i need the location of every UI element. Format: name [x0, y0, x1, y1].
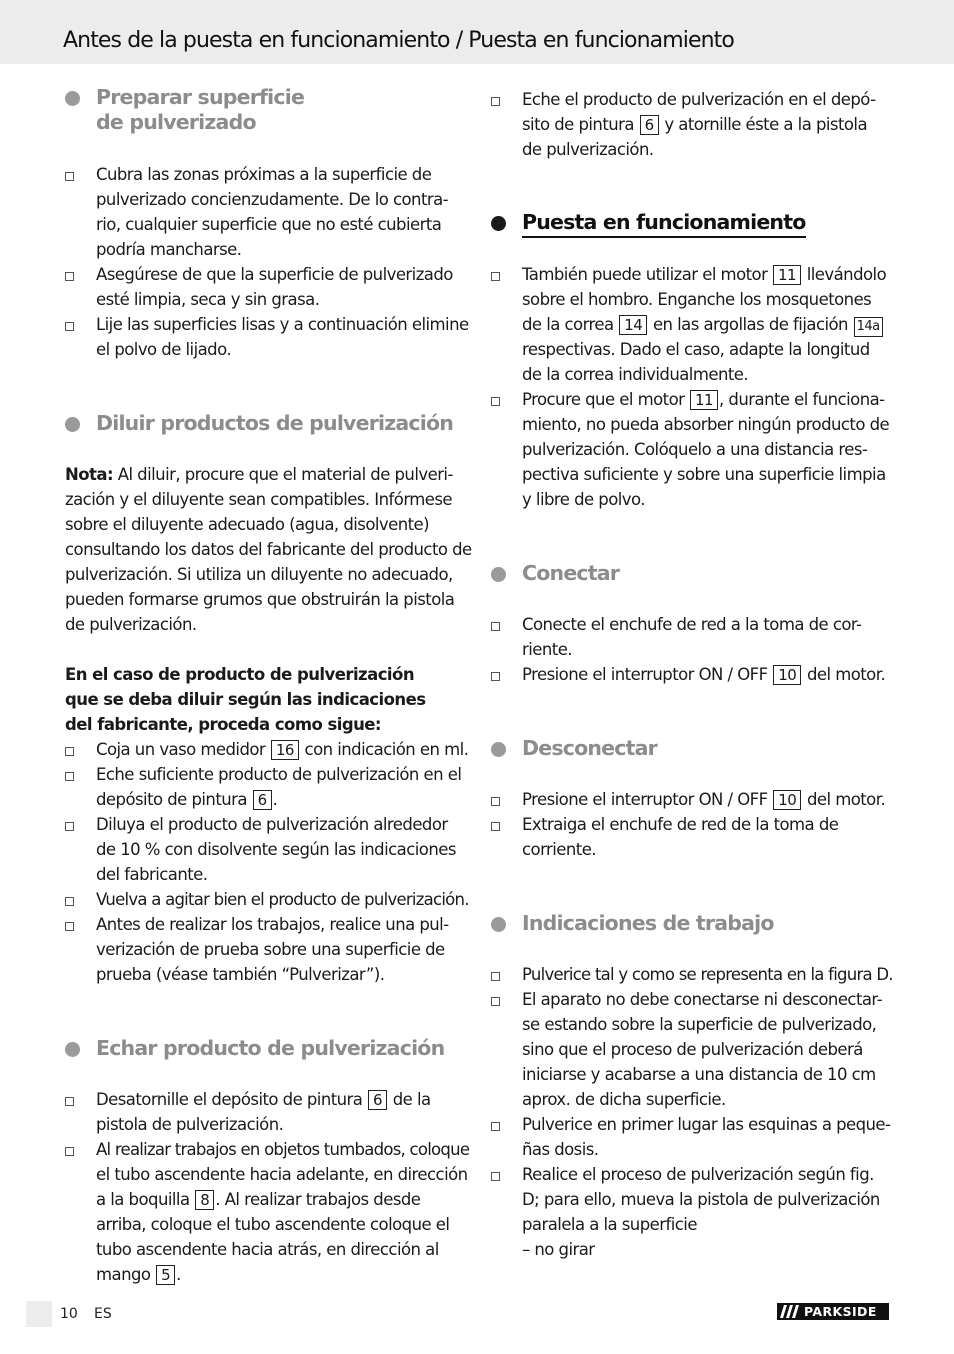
text: Procure que el motor [522, 390, 690, 409]
line: Extraiga el enchufe de red de la toma de [522, 815, 839, 834]
list-item [522, 962, 893, 987]
section-bullet-icon [65, 91, 80, 106]
list-bullet-icon [491, 1122, 500, 1131]
text: del motor. [802, 790, 886, 809]
part-ref: 11 [773, 265, 801, 285]
list-bullet-icon [65, 272, 74, 281]
part-ref: 11 [690, 390, 718, 410]
language-code: ES [94, 1306, 112, 1322]
bold-instruction [65, 662, 426, 737]
text: Presione el interruptor ON / OFF [522, 790, 773, 809]
line: se estando sobre la superficie de pulverizado, [522, 1015, 877, 1034]
section-title-indicaciones: Indicaciones de trabajo [522, 911, 774, 935]
line: Asegúrese de que la superficie de pulverizado [96, 265, 453, 284]
part-ref: 14 [619, 315, 647, 335]
text: llevándolo [802, 265, 887, 284]
line: pectiva suficiente y sobre una superficie limpia [522, 465, 886, 484]
logo-stripes-icon [780, 1303, 802, 1320]
list-item [522, 787, 885, 812]
text: También puede utilizar el motor [522, 265, 773, 284]
part-ref: 8 [195, 1190, 214, 1210]
line: el tubo ascendente hacia adelante, en dirección [96, 1165, 468, 1184]
list-item [96, 737, 468, 762]
list-bullet-icon [65, 747, 74, 756]
list-item [522, 387, 889, 512]
line: de pulverización. [65, 615, 197, 634]
line: Diluya el producto de pulverización alrededor [96, 815, 448, 834]
text: . [176, 1265, 181, 1284]
line: pulverización. Si utiliza un diluyente no adecuado, [65, 565, 453, 584]
text: en las argollas de fijación [648, 315, 853, 334]
line: corriente. [522, 840, 597, 859]
line: de la correa individualmente. [522, 365, 749, 384]
line: Eche el producto de pulverización en el depó- [522, 90, 876, 109]
list-bullet-icon [65, 1147, 74, 1156]
list-bullet-icon [65, 922, 74, 931]
list-bullet-icon [65, 172, 74, 181]
brand-name: PARKSIDE [804, 1304, 877, 1319]
list-bullet-icon [65, 1097, 74, 1106]
line: D; para ello, mueva la pistola de pulverización [522, 1190, 880, 1209]
section-title-desconectar: Desconectar [522, 736, 657, 760]
part-ref: 5 [156, 1265, 175, 1285]
list-item [96, 312, 469, 362]
line: y libre de polvo. [522, 490, 645, 509]
line: podría mancharse. [96, 240, 242, 259]
section-bullet-icon [491, 742, 506, 757]
line: ñas dosis. [522, 1140, 599, 1159]
section-title-puesta: Puesta en funcionamiento [522, 210, 806, 238]
section-title-preparar-l2: de pulverizado [96, 110, 256, 134]
section-title-preparar-l1: Preparar superficie [96, 85, 305, 109]
text: depósito de pintura [96, 790, 252, 809]
line: Antes de realizar los trabajos, realice una pul- [96, 915, 449, 934]
line: tubo ascendente hacia atrás, en dirección al [96, 1240, 439, 1259]
list-item [96, 912, 449, 987]
text: a la boquilla [96, 1190, 195, 1209]
text: mango [96, 1265, 156, 1284]
line: Vuelva a agitar bien el producto de pulverización. [96, 890, 469, 909]
text: sito de pintura [522, 115, 639, 134]
list-item [522, 987, 882, 1112]
part-ref: 6 [368, 1090, 387, 1110]
text: Coja un vaso medidor [96, 740, 270, 759]
list-bullet-icon [491, 672, 500, 681]
line: Lije las superficies lisas y a continuación elimine [96, 315, 469, 334]
list-item [96, 812, 456, 887]
list-item [96, 762, 461, 812]
list-bullet-icon [491, 97, 500, 106]
line: miento, no pueda absorber ningún producto de [522, 415, 890, 434]
line: Al realizar trabajos en objetos tumbados, coloque [96, 1140, 470, 1159]
list-item [522, 1112, 890, 1162]
list-item [522, 262, 886, 387]
section-bullet-icon [65, 1042, 80, 1057]
list-bullet-icon [65, 772, 74, 781]
list-bullet-icon [65, 822, 74, 831]
part-ref: 6 [640, 115, 659, 135]
section-bullet-icon [491, 216, 506, 231]
section-title-diluir: Diluir productos de pulverización [96, 411, 454, 435]
page-title: Antes de la puesta en funcionamiento / Puesta en funcionamiento [63, 28, 734, 53]
text: Presione el interruptor ON / OFF [522, 665, 773, 684]
list-item [96, 887, 469, 912]
line: aprox. de dicha superficie. [522, 1090, 726, 1109]
text: . Al realizar trabajos desde [215, 1190, 421, 1209]
part-ref: 6 [253, 790, 272, 810]
list-item [96, 1137, 469, 1287]
line: pulverizado concienzudamente. De lo contra- [96, 190, 449, 209]
text: Desatornille el depósito de pintura [96, 1090, 368, 1109]
text: y atornille éste a la pistola [659, 115, 868, 134]
line: pulverización. Colóquelo a una distancia res- [522, 440, 868, 459]
line: sobre el diluyente adecuado (agua, disolvente) [65, 515, 430, 534]
line: arriba, coloque el tubo ascendente coloque el [96, 1215, 450, 1234]
line: consultando los datos del fabricante del producto de [65, 540, 472, 559]
line: sobre el hombro. Enganche los mosquetones [522, 290, 872, 309]
list-bullet-icon [491, 622, 500, 631]
text: con indicación en ml. [299, 740, 469, 759]
list-bullet-icon [491, 822, 500, 831]
line: iniciarse y acabarse a una distancia de 10 cm [522, 1065, 876, 1084]
list-bullet-icon [491, 797, 500, 806]
line: sino que el proceso de pulverización deberá [522, 1040, 863, 1059]
line: prueba (véase también “Pulverizar”). [96, 965, 385, 984]
line: En el caso de producto de pulverización [65, 665, 415, 684]
line: riente. [522, 640, 572, 659]
list-bullet-icon [65, 322, 74, 331]
part-ref: 10 [773, 665, 801, 685]
text: de la [388, 1090, 431, 1109]
list-item [522, 812, 838, 862]
list-item [96, 162, 448, 262]
line: de pulverización. [522, 140, 654, 159]
list-item [96, 1087, 431, 1137]
section-title-conectar: Conectar [522, 561, 620, 585]
line: paralela a la superficie [522, 1215, 697, 1234]
brand-logo [777, 1303, 889, 1320]
line: Pulverice en primer lugar las esquinas a peque- [522, 1115, 891, 1134]
note-text: Al diluir, procure que el material de pulveri- [113, 465, 453, 484]
list-item [522, 1162, 880, 1262]
line: Realice el proceso de pulverización según fig. [522, 1165, 874, 1184]
line: del fabricante, proceda como sigue: [65, 715, 381, 734]
list-bullet-icon [491, 972, 500, 981]
text: . [272, 790, 278, 809]
footer-page-marker [26, 1301, 52, 1327]
line: zación y el diluyente sean compatibles. Infórmese [65, 490, 453, 509]
list-item [522, 662, 885, 687]
line: Cubra las zonas próximas a la superficie de [96, 165, 432, 184]
page-number: 10 [60, 1306, 78, 1322]
page-header [0, 0, 954, 64]
list-bullet-icon [491, 1172, 500, 1181]
list-bullet-icon [65, 897, 74, 906]
line: de 10 % con disolvente según las indicaciones [96, 840, 456, 859]
line: Pulverice tal y como se representa en la figura D. [522, 965, 893, 984]
list-item [522, 87, 876, 162]
line: esté limpia, seca y sin grasa. [96, 290, 320, 309]
line: – no girar [522, 1240, 595, 1259]
note-paragraph [65, 462, 475, 637]
line: pueden formarse grumos que obstruirán la pistola [65, 590, 455, 609]
part-ref: 14a [854, 317, 883, 337]
list-bullet-icon [491, 272, 500, 281]
line: pistola de pulverización. [96, 1115, 284, 1134]
line: El aparato no debe conectarse ni desconectar- [522, 990, 883, 1009]
line: el polvo de lijado. [96, 340, 232, 359]
part-ref: 16 [271, 740, 299, 760]
text: del motor. [802, 665, 886, 684]
line: Eche suficiente producto de pulverización en el [96, 765, 462, 784]
section-title-echar: Echar producto de pulverización [96, 1036, 445, 1060]
section-bullet-icon [491, 567, 506, 582]
line: que se deba diluir según las indicaciones [65, 690, 426, 709]
list-bullet-icon [491, 997, 500, 1006]
list-item [96, 262, 453, 312]
section-bullet-icon [65, 417, 80, 432]
list-bullet-icon [491, 397, 500, 406]
text: de la correa [522, 315, 619, 334]
note-label: Nota: [65, 465, 114, 484]
line: rio, cualquier superficie que no esté cubierta [96, 215, 442, 234]
line: del fabricante. [96, 865, 208, 884]
line: respectivas. Dado el caso, adapte la longitud [522, 340, 870, 359]
part-ref: 10 [773, 790, 801, 810]
line: verización de prueba sobre una superficie de [96, 940, 445, 959]
text: , durante el funciona- [719, 390, 885, 409]
section-bullet-icon [491, 917, 506, 932]
line: Conecte el enchufe de red a la toma de cor- [522, 615, 862, 634]
list-item [522, 612, 861, 662]
